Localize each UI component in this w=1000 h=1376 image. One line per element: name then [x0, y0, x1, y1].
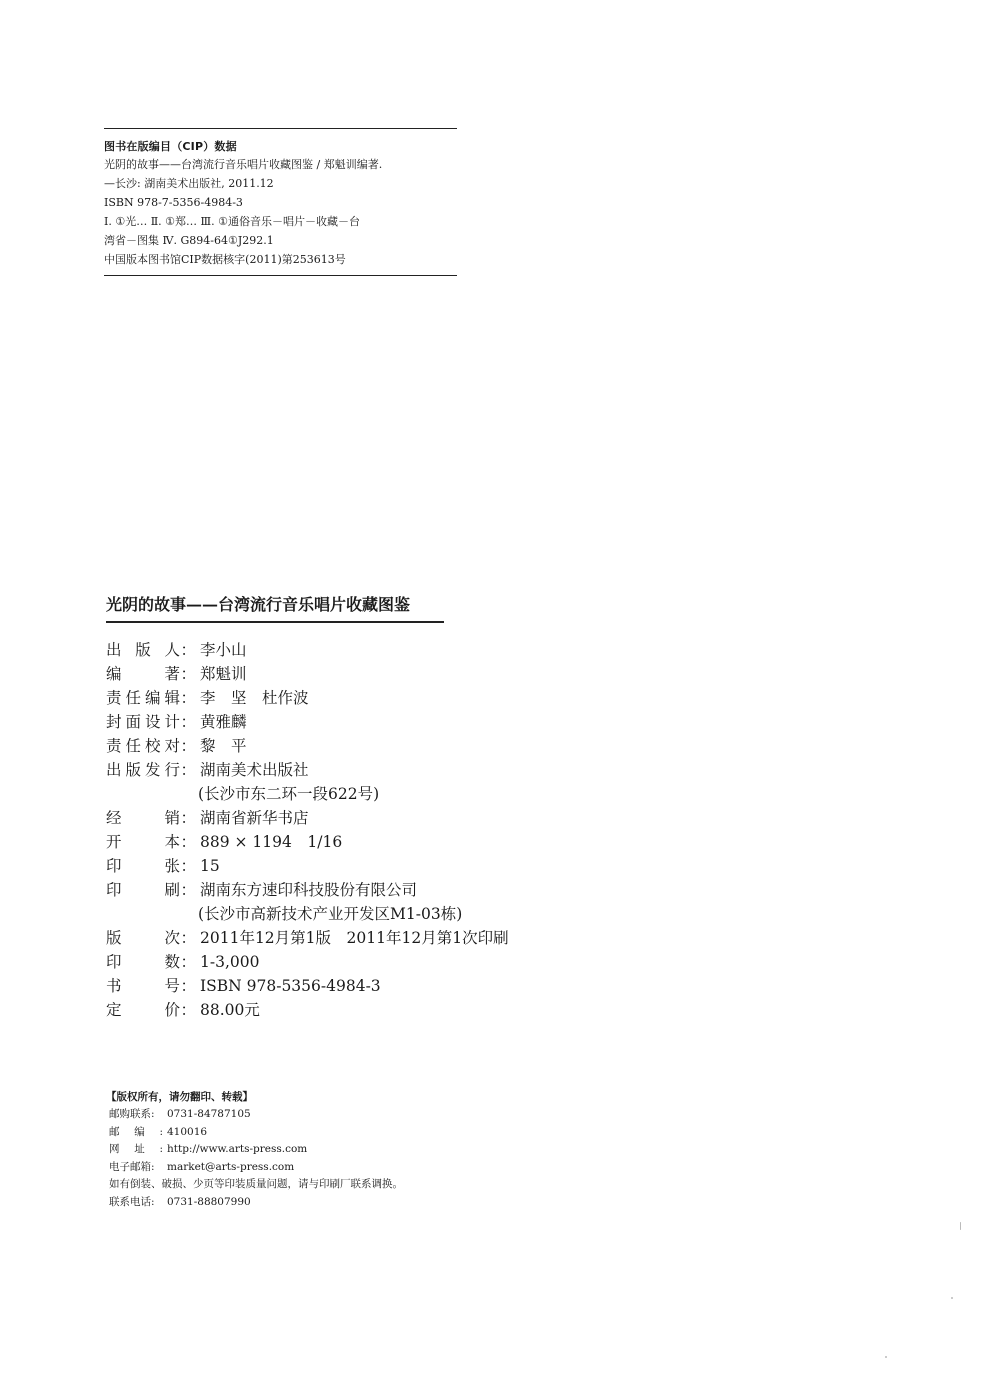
footer-label: 邮购联系: [109, 1108, 155, 1120]
copyright-notice [106, 1088, 529, 1212]
cip-line: ISBN 978-7-5356-4984-3 [104, 196, 243, 209]
credit-row-print-run: 印数 ： 1-3,000 [106, 950, 509, 974]
credit-value: 湖南美术出版社 [200, 761, 309, 779]
scan-speck [951, 1297, 953, 1299]
footer-label: 邮编: [109, 1125, 163, 1138]
credit-row-cover-design: 封面设计 ： 黄雅麟 [106, 710, 509, 734]
website-link: http://www.arts-press.com [167, 1143, 308, 1156]
credit-value: 郑魁训 [200, 665, 247, 683]
credit-label: 责任编辑 [106, 689, 180, 707]
cip-line: 湾省－图集 Ⅳ. G894-64①J292.1 [104, 234, 274, 247]
credit-value: 1-3,000 [200, 953, 260, 971]
credit-value: (长沙市高新技术产业开发区M1-03栋) [198, 905, 463, 923]
footer-label: 电子邮箱: [109, 1160, 155, 1173]
footer-label: 网址: [109, 1143, 163, 1156]
postcode [109, 1124, 529, 1142]
footer-value: 0731-84787105 [167, 1108, 251, 1120]
credit-label: 印数 [106, 953, 180, 971]
scan-speck [960, 1222, 961, 1230]
credit-value: 2011年12月第1版 2011年12月第1次印刷 [200, 929, 509, 947]
credit-value: 湖南省新华书店 [200, 809, 309, 827]
credit-label: 经销 [106, 809, 180, 827]
credit-label: 版次 [106, 929, 180, 947]
cip-top-rule [104, 128, 457, 129]
credit-label: 印刷 [106, 881, 180, 899]
title-rule [106, 621, 444, 623]
credit-value: 15 [200, 857, 220, 875]
cip-line: 中国版本图书馆CIP数据核字(2011)第253613号 [104, 253, 346, 266]
credit-value: ISBN 978-5356-4984-3 [200, 977, 381, 995]
footer-label: 联系电话: [109, 1195, 155, 1208]
credit-row-address [106, 782, 509, 806]
scan-speck [885, 1356, 887, 1358]
credit-row-sheets: 印张 ： 15 [106, 854, 509, 878]
credit-value: 李 坚 杜作波 [200, 689, 309, 707]
quality-notice [109, 1176, 529, 1194]
credit-row-printer: 印刷 ： 湖南东方速印科技股份有限公司 [106, 878, 509, 902]
footer-value: 0731-88807990 [167, 1195, 251, 1208]
credit-row-seller: 经销 ： 湖南省新华书店 [106, 806, 509, 830]
credit-value: 李小山 [200, 641, 247, 659]
credit-value: 黄雅麟 [200, 713, 247, 731]
credit-value: 889 × 1194 1/16 [200, 833, 343, 851]
credit-row-price: 定价 ： 88.00元 [106, 998, 509, 1022]
credit-row-printer-address [106, 902, 509, 926]
credit-row-publisher: 出版人 ： 李小山 [106, 638, 509, 662]
credit-label: 书号 [106, 977, 180, 995]
credit-row-format: 开本 ： 889 × 1194 1/16 [106, 830, 509, 854]
cip-data-block [104, 128, 457, 276]
mail-order-contact [109, 1106, 529, 1124]
contact-phone [109, 1194, 529, 1212]
cip-line: Ⅰ. ①光… Ⅱ. ①郑… Ⅲ. ①通俗音乐－唱片－收藏－台 [104, 215, 360, 228]
credit-label: 封面设计 [106, 713, 180, 731]
footer-value: 如有倒装、破损、少页等印装质量问题，请与印刷厂联系调换。 [109, 1178, 403, 1191]
credit-row-isbn: 书号 ： ISBN 978-5356-4984-3 [106, 974, 509, 998]
email [109, 1159, 529, 1177]
credit-row-proofreader: 责任校对 ： 黎 平 [106, 734, 509, 758]
credit-row-distribution: 出版发行 ： 湖南美术出版社 [106, 758, 509, 782]
credit-row-author: 编著 ： 郑魁训 [106, 662, 509, 686]
website [109, 1141, 529, 1159]
email-address: market@arts-press.com [167, 1160, 295, 1173]
credit-label: 开本 [106, 833, 180, 851]
credit-label: 出版人 [106, 641, 180, 659]
copyright-heading: 【版权所有，请勿翻印、转载】 [106, 1091, 253, 1103]
credit-value: 湖南东方速印科技股份有限公司 [200, 881, 418, 899]
credit-label: 责任校对 [106, 737, 180, 755]
credit-label: 定价 [106, 1001, 180, 1019]
credit-row-editor: 责任编辑 ： 李 坚 杜作波 [106, 686, 509, 710]
book-title: 光阴的故事——台湾流行音乐唱片收藏图鉴 [106, 595, 411, 614]
footer-value: 410016 [167, 1125, 208, 1138]
cip-line: —长沙: 湖南美术出版社, 2011.12 [104, 177, 274, 190]
credit-label: 出版发行 [106, 761, 180, 779]
credit-row-edition: 版次 ： 2011年12月第1版 2011年12月第1次印刷 [106, 926, 509, 950]
credit-value: 黎 平 [200, 737, 247, 755]
credit-value: (长沙市东二环一段622号) [198, 785, 380, 803]
credits-list [106, 638, 509, 1022]
cip-line: 光阴的故事——台湾流行音乐唱片收藏图鉴 / 郑魁训编著. [104, 158, 383, 171]
credit-label: 印张 [106, 857, 180, 875]
credit-label: 编著 [106, 665, 180, 683]
cip-heading: 图书在版编目（CIP）数据 [104, 140, 237, 153]
credit-value: 88.00元 [200, 1001, 260, 1019]
cip-bottom-rule [104, 275, 457, 276]
